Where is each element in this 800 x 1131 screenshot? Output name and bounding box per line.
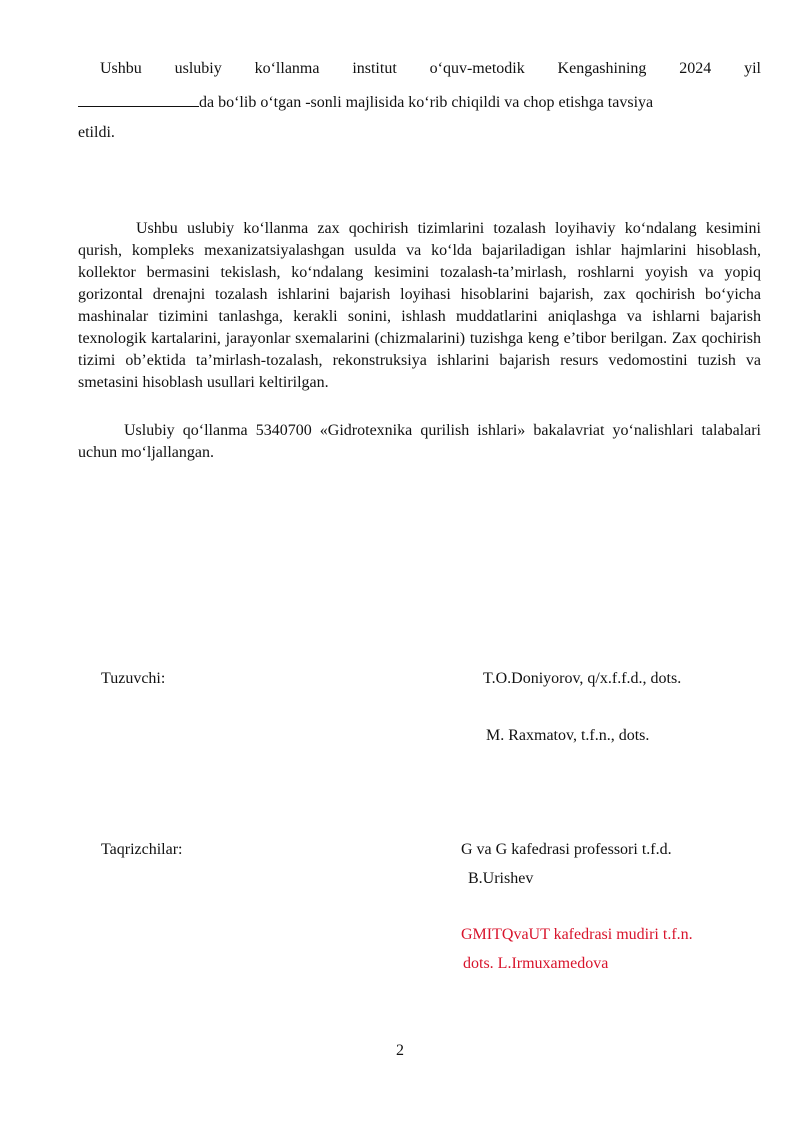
author-2: M. Raxmatov, t.f.n., dots. (486, 727, 650, 744)
description-paragraph-2: Uslubiy qo‘llanma 5340700 «Gidrotexnika qurilish ishlari» bakalavriat yo‘nalishlari talabalari uchun mo‘ljallangan. (78, 422, 761, 461)
date-blank-underline (78, 90, 199, 107)
approval-word: institut (352, 60, 397, 77)
authors-label: Tuzuvchi: (101, 670, 166, 687)
approval-line-2-text: da bo‘lib o‘tgan -sonli majlisida ko‘rib chiqildi va chop etishga tavsiya (199, 94, 654, 111)
approval-word: yil (744, 60, 761, 77)
approval-word: uslubiy (174, 60, 222, 77)
description-paragraph-1: Ushbu uslubiy ko‘llanma zax qochirish tizimlarini tozalash loyihaviy ko‘ndalang kesimini qurish, kompleks mexanizatsiyalashgan usulda va ko‘lda bajariladigan ishlar hajmlarini hisoblash, kollektor bermasini tekislash, ko‘ndalang kesimini tozalash-ta’mirlash, roshlarni yoyish va yopiq gorizontal drenajni tozalash ishlarini bajarish loyihasi hisoblarini bajarish, zax qochirish bo‘yicha mashinalar tizimini tanlashga, kerakli sonini, ishlash muddatlarini aniqlashga va ishlarni bajarish texnologik kartalarini, jarayonlar sxemalarini (chizmalarini) tuzishga keng e’tibor berilgan. Zax qochirish tizimi ob’ektida ta’mirlash-tozalash, rekonstruksiya ishlarini bajarish resurs vedomostini tuzish va smetasini hisoblash usullari keltirilgan. (78, 220, 761, 391)
reviewer-2-title: GMITQvaUT kafedrasi mudiri t.f.n. (461, 926, 693, 943)
approval-line-2 (78, 90, 761, 114)
reviewers-label: Taqrizchilar: (101, 841, 183, 858)
approval-word: o‘quv-metodik (429, 60, 525, 77)
approval-word: Kengashining (557, 60, 647, 77)
approval-line-1 (100, 58, 761, 80)
approval-word: Ushbu (100, 60, 142, 77)
reviewer-1-name: B.Urishev (468, 870, 534, 887)
page-number: 2 (396, 1042, 404, 1059)
approval-line-3: etildi. (78, 124, 115, 141)
approval-word: 2024 (679, 60, 712, 77)
author-1: T.O.Doniyorov, q/x.f.f.d., dots. (483, 670, 682, 687)
reviewer-1-title: G va G kafedrasi professori t.f.d. (461, 841, 672, 858)
reviewer-2-name: dots. L.Irmuxamedova (463, 955, 609, 972)
approval-word: ko‘llanma (254, 60, 320, 77)
